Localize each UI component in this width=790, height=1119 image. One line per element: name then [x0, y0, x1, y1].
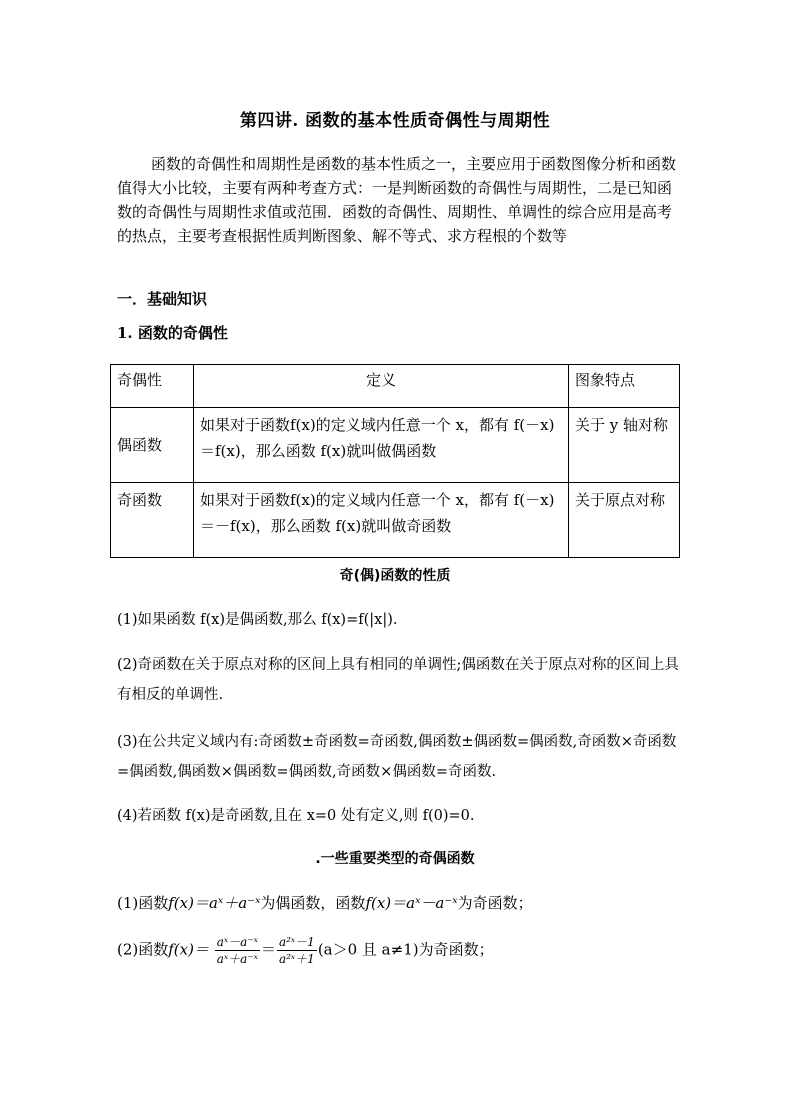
properties-caption: 奇(偶)函数的性质	[339, 568, 451, 584]
page-title: 第四讲. 函数的基本性质奇偶性与周期性	[239, 111, 551, 131]
table-cell-feature: 关于 y 轴对称	[569, 408, 680, 483]
table-row	[111, 483, 680, 558]
table-cell-type: 奇函数	[111, 483, 194, 558]
fraction-1	[215, 934, 260, 967]
fraction-1-denominator: aˣ＋a⁻ˣ	[216, 952, 258, 966]
table-header-cell: 定义	[194, 365, 569, 408]
fraction-1-numerator: aˣ－a⁻ˣ	[216, 935, 258, 949]
property-item: (2)奇函数在关于原点对称的区间上具有相同的单调性;偶函数在关于原点对称的区间上具有相反的单调性.	[117, 657, 679, 703]
table-header-row	[111, 365, 680, 408]
property-item: (4)若函数 f(x)是奇函数,且在 x=0 处有定义,则 f(0)=0.	[117, 808, 475, 824]
table-header-cell: 图象特点	[569, 365, 680, 408]
table-cell-type: 偶函数	[111, 408, 194, 483]
example-1-prefix: (1)函数	[117, 894, 169, 912]
section-heading-basics: 一．基础知识	[117, 290, 208, 308]
parity-table	[110, 364, 680, 558]
intro-paragraph: 函数的奇偶性和周期性是函数的基本性质之一，主要应用于函数图像分析和函数值得大小比较，主要有两种考查方式：一是判断函数的奇偶性与周期性，二是已知函数的奇偶性与周期性求值或范围．函数的奇偶性、周期性、单调性的综合应用是高考的热点，主要考查根据性质判断图象、解不等式、求方程根的个数等	[117, 155, 677, 245]
important-types-heading: .一些重要类型的奇偶函数	[315, 851, 475, 867]
example-1	[117, 892, 533, 913]
example-2-condition: (a＞0 且 a≠1)	[317, 940, 419, 959]
example-1-suffix: 为奇函数；	[457, 894, 533, 912]
property-item: (1)如果函数 f(x)是偶函数,那么 f(x)=f(|x|).	[117, 612, 398, 628]
example-2-suffix: 为奇函数；	[418, 940, 494, 959]
property-item: (3)在公共定义域内有:奇函数±奇函数=奇函数,偶函数±偶函数=偶函数,奇函数×奇函数=偶函数,偶函数×偶函数=偶函数,奇函数×偶函数=奇函数.	[117, 734, 677, 780]
example-1-formula-even: f(x)＝aˣ＋a⁻ˣ	[168, 894, 261, 912]
fraction-2-numerator: a²ˣ－1	[278, 935, 315, 949]
equals-sign: ＝	[260, 940, 276, 959]
table-cell-definition: 如果对于函数f(x)的定义域内任意一个 x，都有 f(－x)＝－f(x)，那么函数 f(x)就叫做奇函数	[194, 483, 569, 558]
example-1-mid: 为偶函数，函数	[260, 894, 366, 912]
example-1-formula-odd: f(x)＝aˣ－a⁻ˣ	[365, 894, 458, 912]
table-header-cell: 奇偶性	[111, 365, 194, 408]
table-cell-feature: 关于原点对称	[569, 483, 680, 558]
table-row	[111, 408, 680, 483]
example-2-lhs: f(x)＝	[168, 940, 209, 959]
subsection-heading-parity: 1. 函数的奇偶性	[117, 324, 228, 342]
fraction-2-denominator: a²ˣ＋1	[278, 952, 315, 966]
table-cell-definition: 如果对于函数f(x)的定义域内任意一个 x，都有 f(－x)＝f(x)，那么函数 f(x)就叫做偶函数	[194, 408, 569, 483]
example-2	[117, 934, 494, 967]
example-2-prefix: (2)函数	[117, 940, 169, 959]
fraction-2	[277, 934, 317, 967]
